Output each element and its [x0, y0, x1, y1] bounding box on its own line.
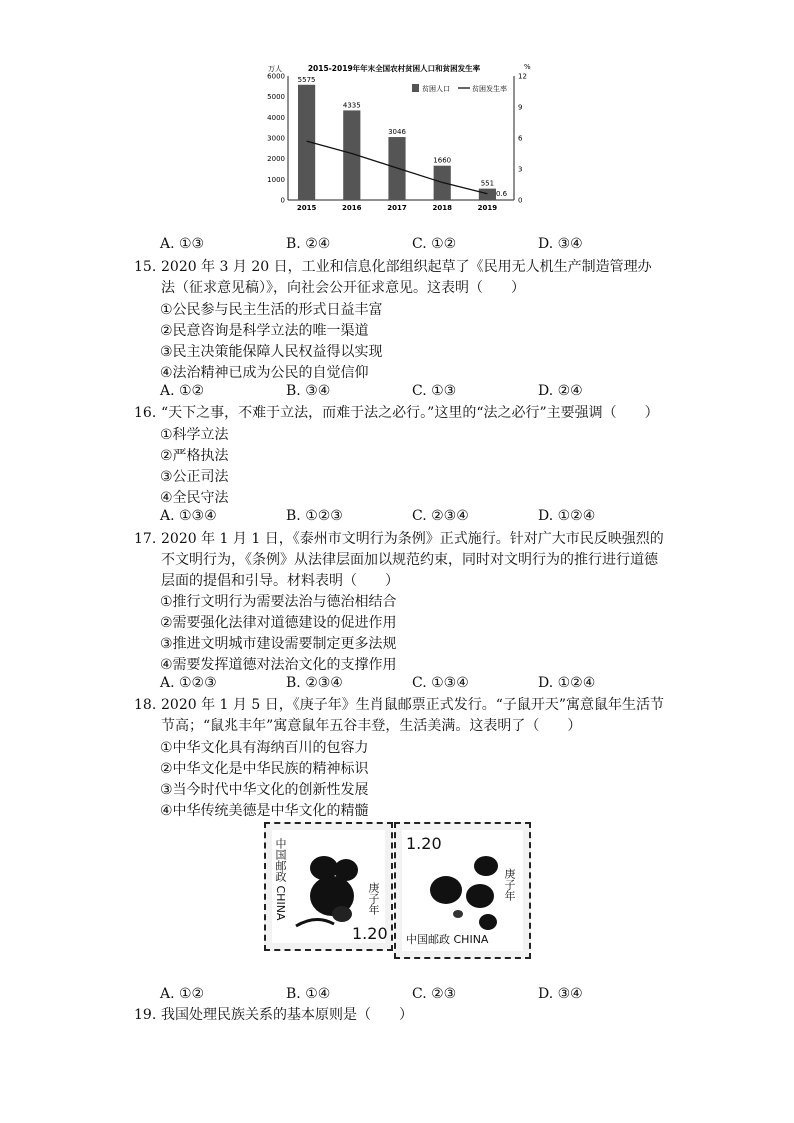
q18-item-2: ②中华文化是中华民族的精神标识	[160, 761, 369, 777]
bar-2019	[479, 189, 496, 200]
x-tick: 2017	[387, 204, 407, 212]
x-tick: 2016	[342, 204, 362, 212]
q16-option-c[interactable]: C. ②③④	[412, 508, 469, 524]
q17-option-a[interactable]: A. ①②③	[160, 675, 217, 691]
legend	[412, 84, 507, 93]
legend-line-label: 贫困发生率	[472, 85, 507, 93]
q15-item-3: ③民主决策能保障人民权益得以实现	[160, 344, 383, 360]
q14-options	[160, 236, 630, 256]
q19-question	[134, 1005, 664, 1026]
stamp-right	[394, 822, 531, 959]
q17-option-d[interactable]: D. ①②④	[538, 675, 596, 691]
stamp-right-value: 1.20	[406, 834, 442, 853]
q14-option-b[interactable]: B. ②④	[286, 236, 331, 252]
q18-stem: 2020 年 1 月 5 日，《庚子年》生肖鼠邮票正式发行。“子鼠开天”寓意鼠年生活节节高；“鼠兆丰年”寓意鼠年五谷丰登，生活美满。这表明了（ ）	[161, 697, 665, 734]
y-left-tick: 5000	[267, 93, 285, 102]
q16-item-2: ②严格执法	[160, 448, 229, 464]
q18-options	[160, 986, 630, 1006]
q18-option-a[interactable]: A. ①②	[160, 986, 205, 1002]
q16-options	[160, 508, 630, 528]
poverty-chart	[262, 60, 542, 215]
y-left-tick: 6000	[267, 72, 285, 81]
x-tick: 2015	[296, 204, 317, 212]
q16-item-4: ④全民守法	[160, 490, 229, 506]
q17-option-b[interactable]: B. ②③④	[286, 675, 343, 691]
q19-stem: 我国处理民族关系的基本原则是（ ）	[161, 1007, 413, 1023]
q18-option-c[interactable]: C. ②③	[412, 986, 457, 1002]
y-left-tick: 2000	[267, 155, 285, 164]
x-ticks	[297, 204, 497, 212]
q14-option-a[interactable]: A. ①③	[160, 236, 205, 252]
x-tick: 2018	[432, 204, 452, 212]
q15-stem: 2020 年 3 月 20 日，工业和信息化部组织起草了《民用无人机生产制造管理办法（征求意见稿）》，向社会公开征求意见。这表明（ ）	[161, 259, 652, 296]
stamp-left-year: 庚子年	[367, 882, 380, 915]
q17-number: 17.	[134, 531, 157, 547]
legend-bar-label: 贫困人口	[422, 85, 450, 93]
stamp-left-country: 中国邮政 CHINA	[274, 838, 287, 921]
q18-item-1: ①中华文化具有海纳百川的包容力	[160, 740, 369, 756]
legend-bar-swatch	[412, 84, 419, 92]
q18-option-b[interactable]: B. ①④	[286, 986, 331, 1002]
q17-item-4: ④需要发挥道德对法治文化的支撑作用	[160, 657, 397, 673]
q16-stem: “天下之事，不难于立法，而难于法之必行。”这里的“法之必行”主要强调（ ）	[161, 405, 659, 421]
y-right-tick: 6	[518, 134, 523, 143]
y-right-tick: 3	[518, 165, 523, 174]
q16-option-d[interactable]: D. ①②④	[538, 508, 596, 524]
y-right-tick: 0	[518, 196, 523, 205]
bar-label: 551	[480, 179, 495, 188]
y-right-ticks	[518, 73, 527, 205]
bar-label: 1660	[433, 156, 452, 165]
y-right-tick: 9	[518, 103, 523, 112]
q18-item-3: ③当今时代中华文化的创新性发展	[160, 782, 369, 798]
y-left-tick: 4000	[267, 113, 285, 122]
bar-label: 5575	[297, 75, 316, 84]
chart-title: 2015-2019年年末全国农村贫困人口和贫困发生率	[307, 64, 481, 73]
q17-stem: 2020 年 1 月 1 日，《泰州市文明行为条例》正式施行。针对广大市民反映强烈的不文明行为，《条例》从法律层面加以规范约束，同时对文明行为的推行进行道德层面的提倡和引导。材料表明（ ）	[161, 531, 664, 589]
q14-option-c[interactable]: C. ①②	[412, 236, 457, 252]
q16-option-b[interactable]: B. ①②③	[286, 508, 343, 524]
q17-option-c[interactable]: C. ①③④	[412, 675, 469, 691]
y-left-tick: 0	[280, 196, 285, 205]
q17-item-1: ①推行文明行为需要法治与德治相结合	[160, 594, 397, 610]
y-left-label: 万人	[268, 65, 282, 73]
q17-options	[160, 675, 630, 695]
bar-label: 3046	[388, 128, 406, 137]
q17-item-3: ③推进文明城市建设需要制定更多法规	[160, 636, 397, 652]
q16-option-a[interactable]: A. ①③④	[160, 508, 217, 524]
y-left-tick: 3000	[267, 134, 285, 143]
q15-option-c[interactable]: C. ①③	[412, 383, 457, 399]
q16-item-1: ①科学立法	[160, 427, 229, 443]
q15-item-2: ②民意咨询是科学立法的唯一渠道	[160, 323, 369, 339]
bars	[298, 85, 496, 200]
q18-option-d[interactable]: D. ③④	[538, 986, 583, 1002]
q15-option-b[interactable]: B. ③④	[286, 383, 331, 399]
q14-option-d[interactable]: D. ③④	[538, 236, 583, 252]
x-tick: 2019	[477, 204, 498, 212]
q16-item-3: ③公正司法	[160, 469, 229, 485]
y-right-tick: 12	[518, 72, 527, 81]
stamp-right-country: 中国邮政 CHINA	[406, 933, 489, 946]
q16-number: 16.	[134, 405, 157, 421]
stamp-left-value: 1.20	[352, 924, 388, 943]
q18-question	[134, 695, 664, 737]
q19-number: 19.	[134, 1007, 157, 1023]
q18-number: 18.	[134, 697, 157, 713]
y-left-tick: 1000	[267, 175, 285, 184]
y-right-label: %	[524, 63, 531, 71]
q15-item-4: ④法治精神已成为公民的自觉信仰	[160, 365, 369, 381]
y-left-ticks	[267, 73, 285, 205]
q16-question	[134, 403, 664, 424]
stamp-left	[264, 822, 393, 951]
rate-end-label: 0.6	[496, 190, 508, 198]
q15-option-d[interactable]: D. ②④	[538, 383, 583, 399]
bar-label: 4335	[342, 101, 361, 110]
q15-item-1: ①公民参与民主生活的形式日益丰富	[160, 302, 383, 318]
stamp-right-year: 庚子年	[503, 868, 516, 901]
q15-option-a[interactable]: A. ①②	[160, 383, 205, 399]
q15-options	[160, 383, 630, 403]
q15-question	[134, 257, 664, 299]
q18-item-4: ④中华传统美德是中华文化的精髓	[160, 803, 369, 819]
q17-question	[134, 529, 664, 592]
q15-number: 15.	[134, 259, 157, 275]
q17-item-2: ②需要强化法律对道德建设的促进作用	[160, 615, 397, 631]
